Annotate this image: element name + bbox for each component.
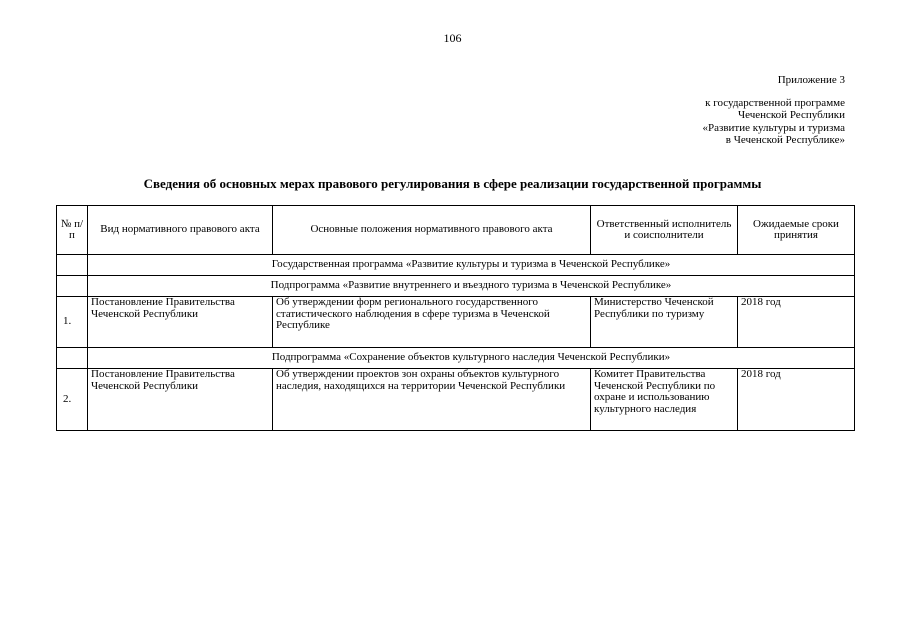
row-type: Постановление Правительства Чеченской Республики	[88, 369, 273, 431]
row-responsible: Комитет Правительства Чеченской Республики по охране и использованию культурного наследия	[591, 369, 738, 431]
appendix-title: Приложение 3	[777, 74, 845, 86]
table-header-row	[57, 206, 855, 255]
program-title: Государственная программа «Развитие культуры и туризма в Чеченской Республике»	[88, 255, 855, 276]
table-row	[57, 369, 855, 431]
row-responsible: Министерство Чеченской Республики по туризму	[591, 297, 738, 348]
header-deadline: Ожидаемые сроки принятия	[738, 206, 855, 255]
header-provisions: Основные положения нормативного правового акта	[273, 206, 591, 255]
row-deadline: 2018 год	[738, 369, 855, 431]
page-number: 106	[443, 31, 462, 45]
subprogram-title: Подпрограмма «Сохранение объектов культурного наследия Чеченской Республики»	[88, 348, 855, 369]
header-num: № п/п	[57, 206, 88, 255]
appendix-line: Чеченской Республики	[737, 109, 845, 121]
row-num: 2.	[57, 369, 88, 431]
row-provisions: Об утверждении проектов зон охраны объектов культурного наследия, находящихся на территории Чеченской Республики	[273, 369, 591, 431]
header-responsible: Ответственный исполнитель и соисполнители	[591, 206, 738, 255]
subprogram-row	[57, 276, 855, 297]
row-num: 1.	[57, 297, 88, 348]
row-deadline: 2018 год	[738, 297, 855, 348]
table-row	[57, 297, 855, 348]
header-type: Вид нормативного правового акта	[88, 206, 273, 255]
row-provisions: Об утверждении форм регионального государственного статистического наблюдения в сфере туризма в Чеченской Республике	[273, 297, 591, 348]
document-title: Сведения об основных мерах правового регулирования в сфере реализации государственной программы	[143, 176, 762, 191]
appendix-line: в Чеченской Республике»	[725, 134, 845, 146]
row-type: Постановление Правительства Чеченской Республики	[88, 297, 273, 348]
subprogram-title: Подпрограмма «Развитие внутреннего и въездного туризма в Чеченской Республике»	[88, 276, 855, 297]
appendix-block	[703, 74, 846, 147]
appendix-line: «Развитие культуры и туризма	[702, 121, 845, 134]
appendix-line: к государственной программе	[705, 96, 845, 109]
regulation-table	[56, 205, 855, 431]
subprogram-row	[57, 348, 855, 369]
program-row	[57, 255, 855, 276]
